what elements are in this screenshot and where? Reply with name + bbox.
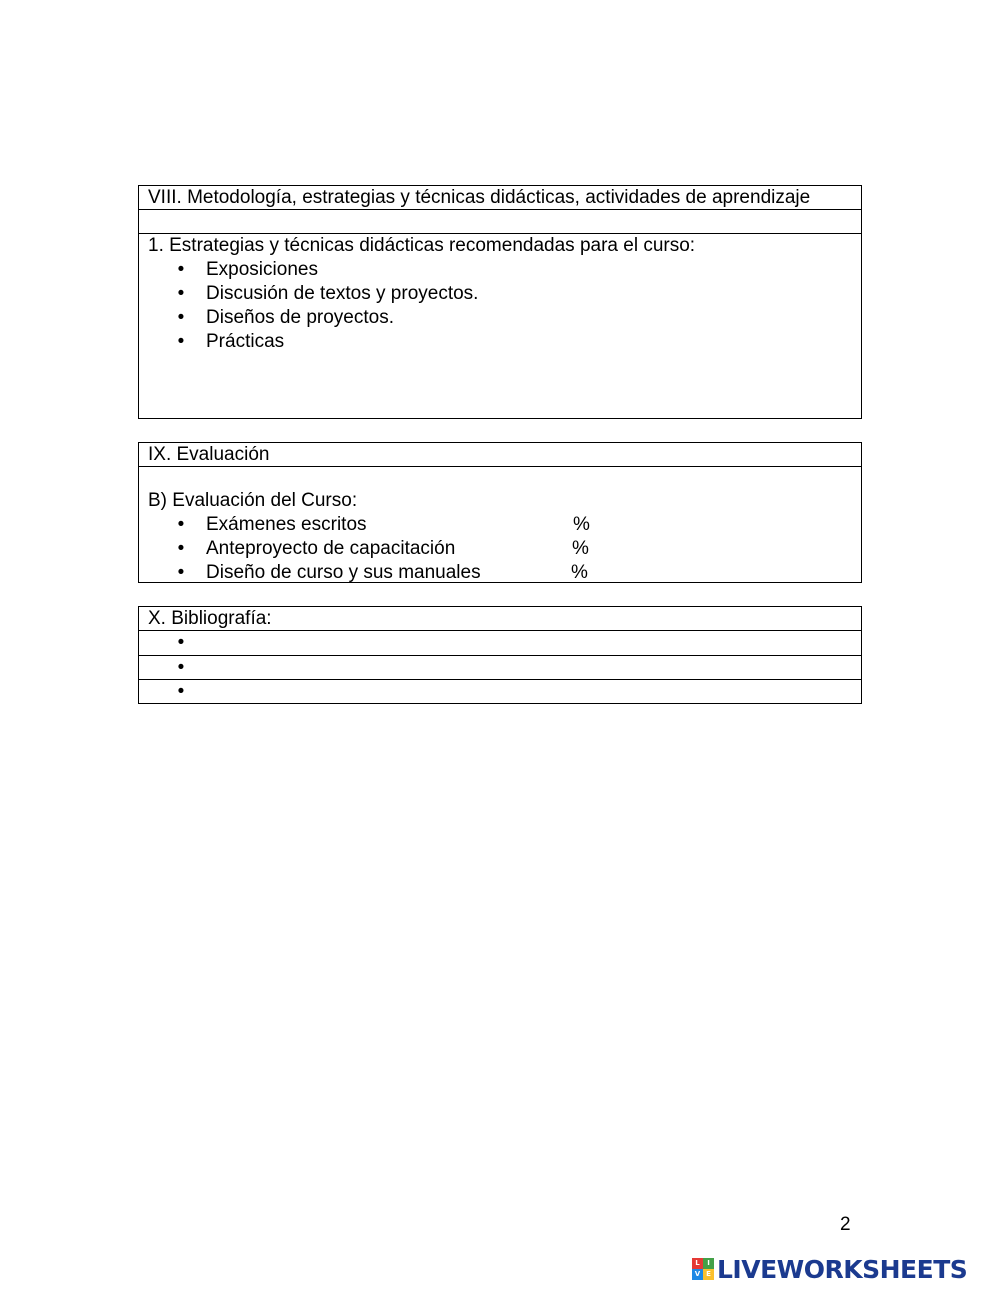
bullet-icon: • [177, 681, 185, 702]
bullet-icon: • [177, 657, 185, 678]
bibliography-title-text: X. Bibliografía: [148, 608, 272, 629]
logo-letter: L [692, 1258, 703, 1269]
page-number: 2 [840, 1214, 851, 1235]
list-item-text: Exposiciones [206, 259, 318, 280]
list-item [139, 330, 861, 354]
list-item-text: Diseño de curso y sus manuales [206, 562, 481, 583]
bibliography-table [138, 606, 862, 704]
list-item [139, 513, 861, 537]
logo-letter: E [703, 1269, 714, 1280]
bibliography-entry[interactable] [139, 631, 861, 656]
bibliography-entry[interactable] [139, 680, 861, 703]
bullet-icon: • [177, 259, 185, 280]
list-item [139, 537, 861, 561]
methodology-title-text: VIII. Metodología, estrategias y técnicas didácticas, actividades de aprendizaje [148, 187, 811, 208]
list-item [139, 258, 861, 282]
liveworksheets-brand[interactable] [692, 1254, 967, 1284]
evaluation-title-text: IX. Evaluación [148, 444, 270, 465]
bullet-icon: • [177, 307, 185, 328]
bibliography-title [139, 607, 861, 631]
evaluation-content [139, 467, 861, 585]
methodology-title [139, 186, 861, 210]
list-item [139, 561, 861, 585]
evaluation-title [139, 443, 861, 467]
bibliography-entry[interactable] [139, 656, 861, 680]
list-item [139, 306, 861, 330]
bullet-icon: • [177, 632, 185, 653]
list-item-text: Diseños de proyectos. [206, 307, 394, 328]
logo-letter: I [703, 1258, 714, 1269]
list-item [139, 282, 861, 306]
liveworksheets-logo-icon [692, 1258, 714, 1280]
percent-field[interactable]: % [573, 514, 590, 535]
bullet-icon: • [177, 331, 185, 352]
list-item-text: Anteproyecto de capacitación [206, 538, 456, 559]
methodology-content [139, 234, 861, 354]
evaluation-table [138, 442, 862, 583]
list-item-text: Prácticas [206, 331, 285, 352]
brand-name: LIVEWORKSHEETS [717, 1254, 968, 1284]
percent-field[interactable]: % [571, 562, 588, 583]
methodology-empty-row [139, 210, 861, 234]
list-item-text: Discusión de textos y proyectos. [206, 283, 479, 304]
bullet-icon: • [177, 562, 185, 583]
bullet-icon: • [177, 514, 185, 535]
methodology-intro: 1. Estrategias y técnicas didácticas recomendadas para el curso: [148, 235, 696, 256]
list-item-text: Exámenes escritos [206, 514, 367, 535]
bullet-icon: • [177, 283, 185, 304]
bullet-icon: • [177, 538, 185, 559]
percent-field[interactable]: % [572, 538, 589, 559]
methodology-table [138, 185, 862, 419]
logo-letter: V [692, 1269, 703, 1280]
evaluation-subtitle: B) Evaluación del Curso: [148, 490, 358, 511]
